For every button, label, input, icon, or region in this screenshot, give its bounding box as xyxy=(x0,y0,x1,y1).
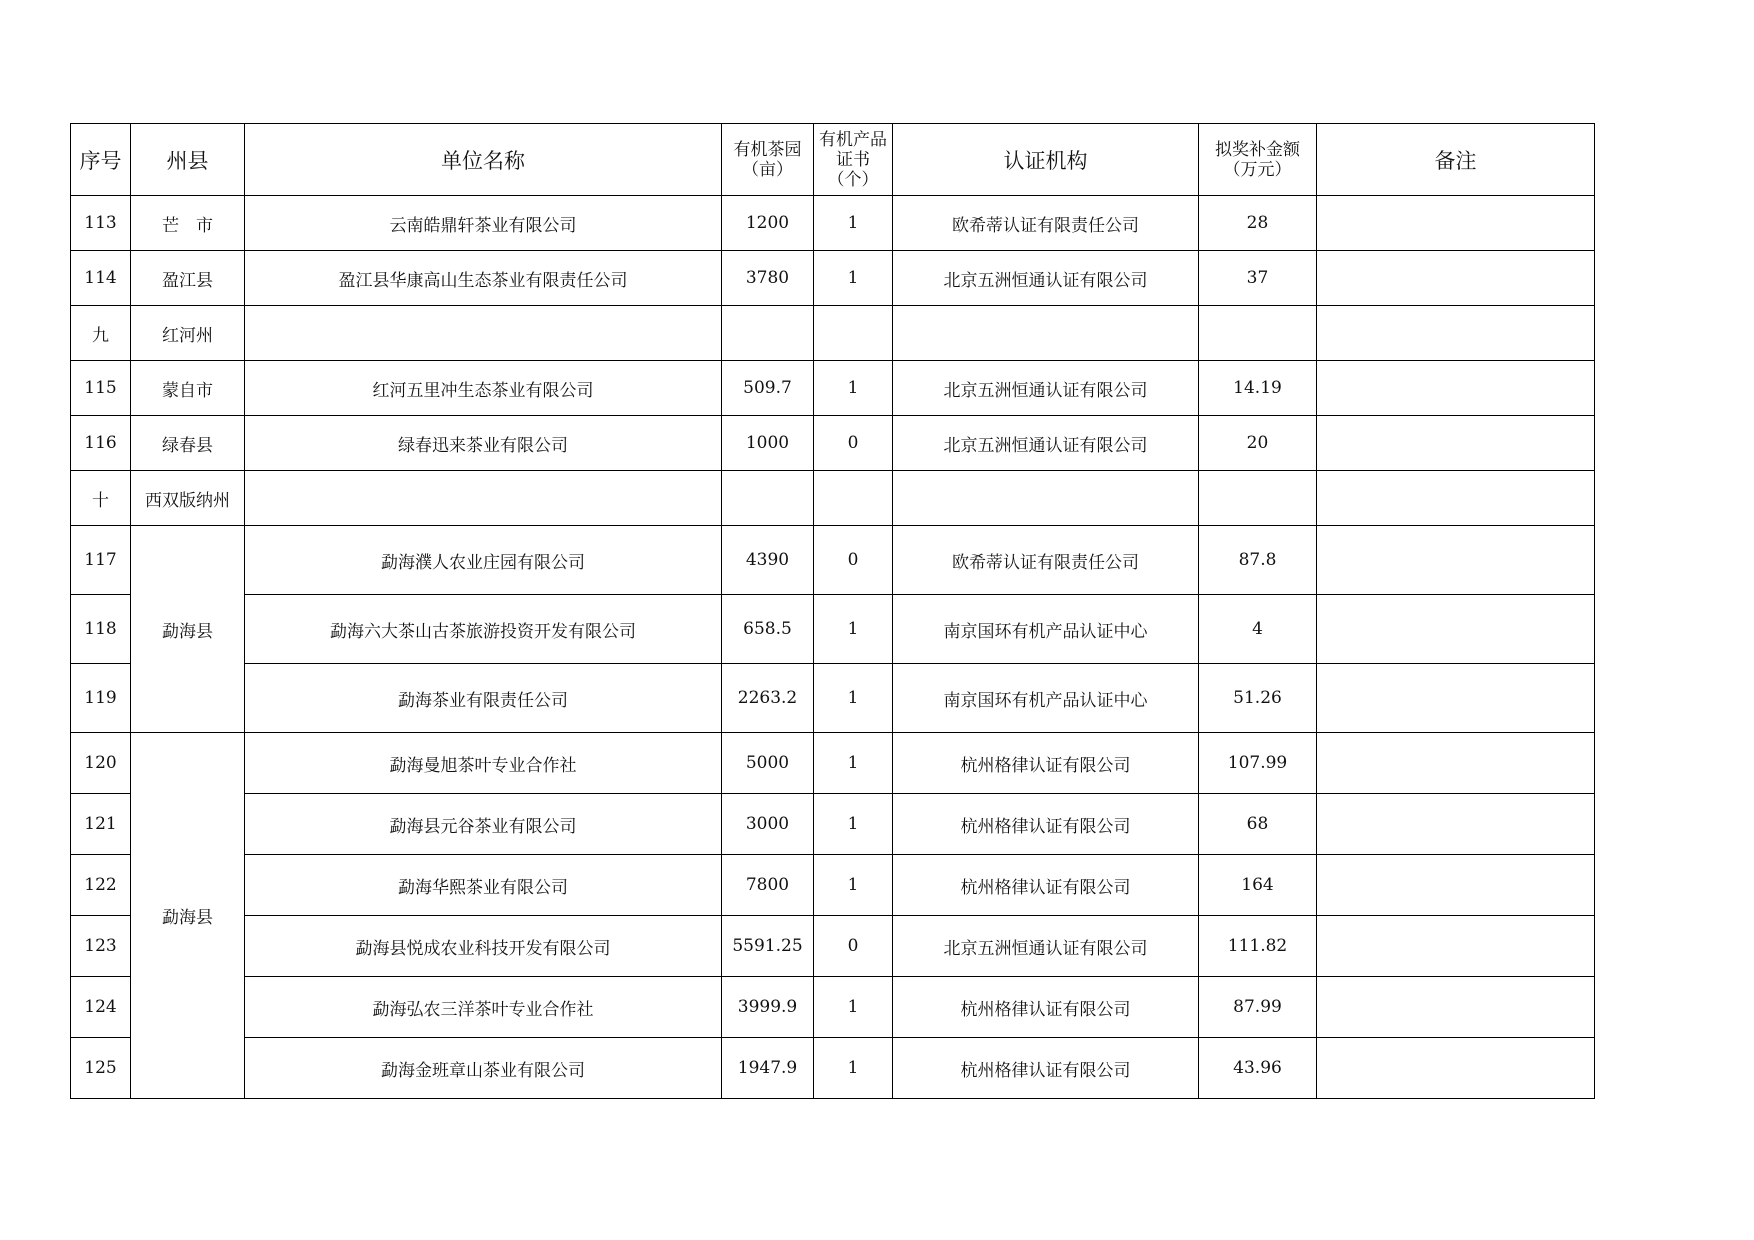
row-amount: 87.8 xyxy=(1199,526,1317,595)
header-area: 有机茶园（亩） xyxy=(722,124,814,196)
header-row xyxy=(71,124,1595,196)
row-name: 勐海茶业有限责任公司 xyxy=(245,664,722,733)
row-remark xyxy=(1317,526,1595,595)
table-row xyxy=(71,916,1595,977)
row-amount: 51.26 xyxy=(1199,664,1317,733)
table-row xyxy=(71,361,1595,416)
row-no: 121 xyxy=(71,794,131,855)
row-no: 113 xyxy=(71,196,131,251)
row-area: 2263.2 xyxy=(722,664,814,733)
row-amount: 14.19 xyxy=(1199,361,1317,416)
row-no: 119 xyxy=(71,664,131,733)
row-no: 124 xyxy=(71,977,131,1038)
row-remark xyxy=(1317,251,1595,306)
header-certs: 有机产品证书（个） xyxy=(814,124,893,196)
row-amount: 111.82 xyxy=(1199,916,1317,977)
row-agency: 杭州格律认证有限公司 xyxy=(893,733,1199,794)
row-certs: 1 xyxy=(814,251,893,306)
row-certs: 1 xyxy=(814,361,893,416)
row-certs: 1 xyxy=(814,196,893,251)
row-area: 1200 xyxy=(722,196,814,251)
table-row xyxy=(71,794,1595,855)
row-agency: 北京五洲恒通认证有限公司 xyxy=(893,251,1199,306)
row-no: 120 xyxy=(71,733,131,794)
row-certs: 1 xyxy=(814,794,893,855)
row-area: 5000 xyxy=(722,733,814,794)
row-certs: 1 xyxy=(814,1038,893,1099)
row-no: 125 xyxy=(71,1038,131,1099)
table-row xyxy=(71,196,1595,251)
header-no: 序号 xyxy=(71,124,131,196)
row-remark xyxy=(1317,361,1595,416)
row-remark xyxy=(1317,733,1595,794)
row-amount: 87.99 xyxy=(1199,977,1317,1038)
row-county: 芒 市 xyxy=(131,196,245,251)
row-certs: 1 xyxy=(814,595,893,664)
row-remark xyxy=(1317,595,1595,664)
row-remark xyxy=(1317,416,1595,471)
table-row xyxy=(71,526,1595,595)
header-county: 州县 xyxy=(131,124,245,196)
row-remark xyxy=(1317,855,1595,916)
row-no: 123 xyxy=(71,916,131,977)
row-agency: 北京五洲恒通认证有限公司 xyxy=(893,916,1199,977)
table-row xyxy=(71,733,1595,794)
table-row xyxy=(71,251,1595,306)
row-agency: 欧希蒂认证有限责任公司 xyxy=(893,526,1199,595)
table-row xyxy=(71,855,1595,916)
row-area: 5591.25 xyxy=(722,916,814,977)
row-agency: 杭州格律认证有限公司 xyxy=(893,1038,1199,1099)
row-county: 盈江县 xyxy=(131,251,245,306)
row-area: 1000 xyxy=(722,416,814,471)
row-name: 勐海曼旭茶叶专业合作社 xyxy=(245,733,722,794)
group-county: 勐海县 xyxy=(131,526,245,733)
row-amount: 28 xyxy=(1199,196,1317,251)
row-name: 勐海县悦成农业科技开发有限公司 xyxy=(245,916,722,977)
row-agency: 杭州格律认证有限公司 xyxy=(893,977,1199,1038)
row-amount: 37 xyxy=(1199,251,1317,306)
row-remark xyxy=(1317,664,1595,733)
row-area: 509.7 xyxy=(722,361,814,416)
row-area: 3999.9 xyxy=(722,977,814,1038)
row-agency: 北京五洲恒通认证有限公司 xyxy=(893,361,1199,416)
table-row xyxy=(71,416,1595,471)
row-no: 116 xyxy=(71,416,131,471)
row-area: 4390 xyxy=(722,526,814,595)
row-name: 绿春迅来茶业有限公司 xyxy=(245,416,722,471)
section-no: 九 xyxy=(71,306,131,361)
row-name: 红河五里冲生态茶业有限公司 xyxy=(245,361,722,416)
table-row xyxy=(71,1038,1595,1099)
row-name: 盈江县华康高山生态茶业有限责任公司 xyxy=(245,251,722,306)
row-no: 117 xyxy=(71,526,131,595)
row-county: 绿春县 xyxy=(131,416,245,471)
row-agency: 欧希蒂认证有限责任公司 xyxy=(893,196,1199,251)
row-amount: 68 xyxy=(1199,794,1317,855)
row-certs: 1 xyxy=(814,664,893,733)
row-agency: 杭州格律认证有限公司 xyxy=(893,855,1199,916)
section-row xyxy=(71,306,1595,361)
row-remark xyxy=(1317,794,1595,855)
row-certs: 1 xyxy=(814,733,893,794)
row-area: 658.5 xyxy=(722,595,814,664)
section-no: 十 xyxy=(71,471,131,526)
table-row xyxy=(71,977,1595,1038)
row-name: 勐海华熙茶业有限公司 xyxy=(245,855,722,916)
row-certs: 0 xyxy=(814,916,893,977)
group-county: 勐海县 xyxy=(131,733,245,1099)
row-certs: 0 xyxy=(814,416,893,471)
row-amount: 107.99 xyxy=(1199,733,1317,794)
row-agency: 北京五洲恒通认证有限公司 xyxy=(893,416,1199,471)
row-area: 3780 xyxy=(722,251,814,306)
row-agency: 南京国环有机产品认证中心 xyxy=(893,595,1199,664)
section-row xyxy=(71,471,1595,526)
row-amount: 20 xyxy=(1199,416,1317,471)
row-name: 勐海六大茶山古茶旅游投资开发有限公司 xyxy=(245,595,722,664)
table-row xyxy=(71,664,1595,733)
row-certs: 0 xyxy=(814,526,893,595)
row-certs: 1 xyxy=(814,855,893,916)
row-name: 勐海弘农三洋茶叶专业合作社 xyxy=(245,977,722,1038)
subsidy-table xyxy=(70,123,1595,1099)
row-no: 114 xyxy=(71,251,131,306)
row-name: 勐海金班章山茶业有限公司 xyxy=(245,1038,722,1099)
row-agency: 杭州格律认证有限公司 xyxy=(893,794,1199,855)
row-amount: 164 xyxy=(1199,855,1317,916)
section-label: 西双版纳州 xyxy=(131,471,245,526)
row-county: 蒙自市 xyxy=(131,361,245,416)
row-area: 7800 xyxy=(722,855,814,916)
row-amount: 43.96 xyxy=(1199,1038,1317,1099)
header-agency: 认证机构 xyxy=(893,124,1199,196)
header-name: 单位名称 xyxy=(245,124,722,196)
header-amount: 拟奖补金额（万元） xyxy=(1199,124,1317,196)
row-name: 勐海县元谷茶业有限公司 xyxy=(245,794,722,855)
row-remark xyxy=(1317,916,1595,977)
row-no: 122 xyxy=(71,855,131,916)
section-label: 红河州 xyxy=(131,306,245,361)
row-remark xyxy=(1317,196,1595,251)
row-name: 勐海濮人农业庄园有限公司 xyxy=(245,526,722,595)
row-area: 3000 xyxy=(722,794,814,855)
row-no: 115 xyxy=(71,361,131,416)
row-name: 云南皓鼎轩茶业有限公司 xyxy=(245,196,722,251)
row-amount: 4 xyxy=(1199,595,1317,664)
row-remark xyxy=(1317,1038,1595,1099)
row-remark xyxy=(1317,977,1595,1038)
row-area: 1947.9 xyxy=(722,1038,814,1099)
header-remark: 备注 xyxy=(1317,124,1595,196)
row-certs: 1 xyxy=(814,977,893,1038)
table-row xyxy=(71,595,1595,664)
row-no: 118 xyxy=(71,595,131,664)
row-agency: 南京国环有机产品认证中心 xyxy=(893,664,1199,733)
